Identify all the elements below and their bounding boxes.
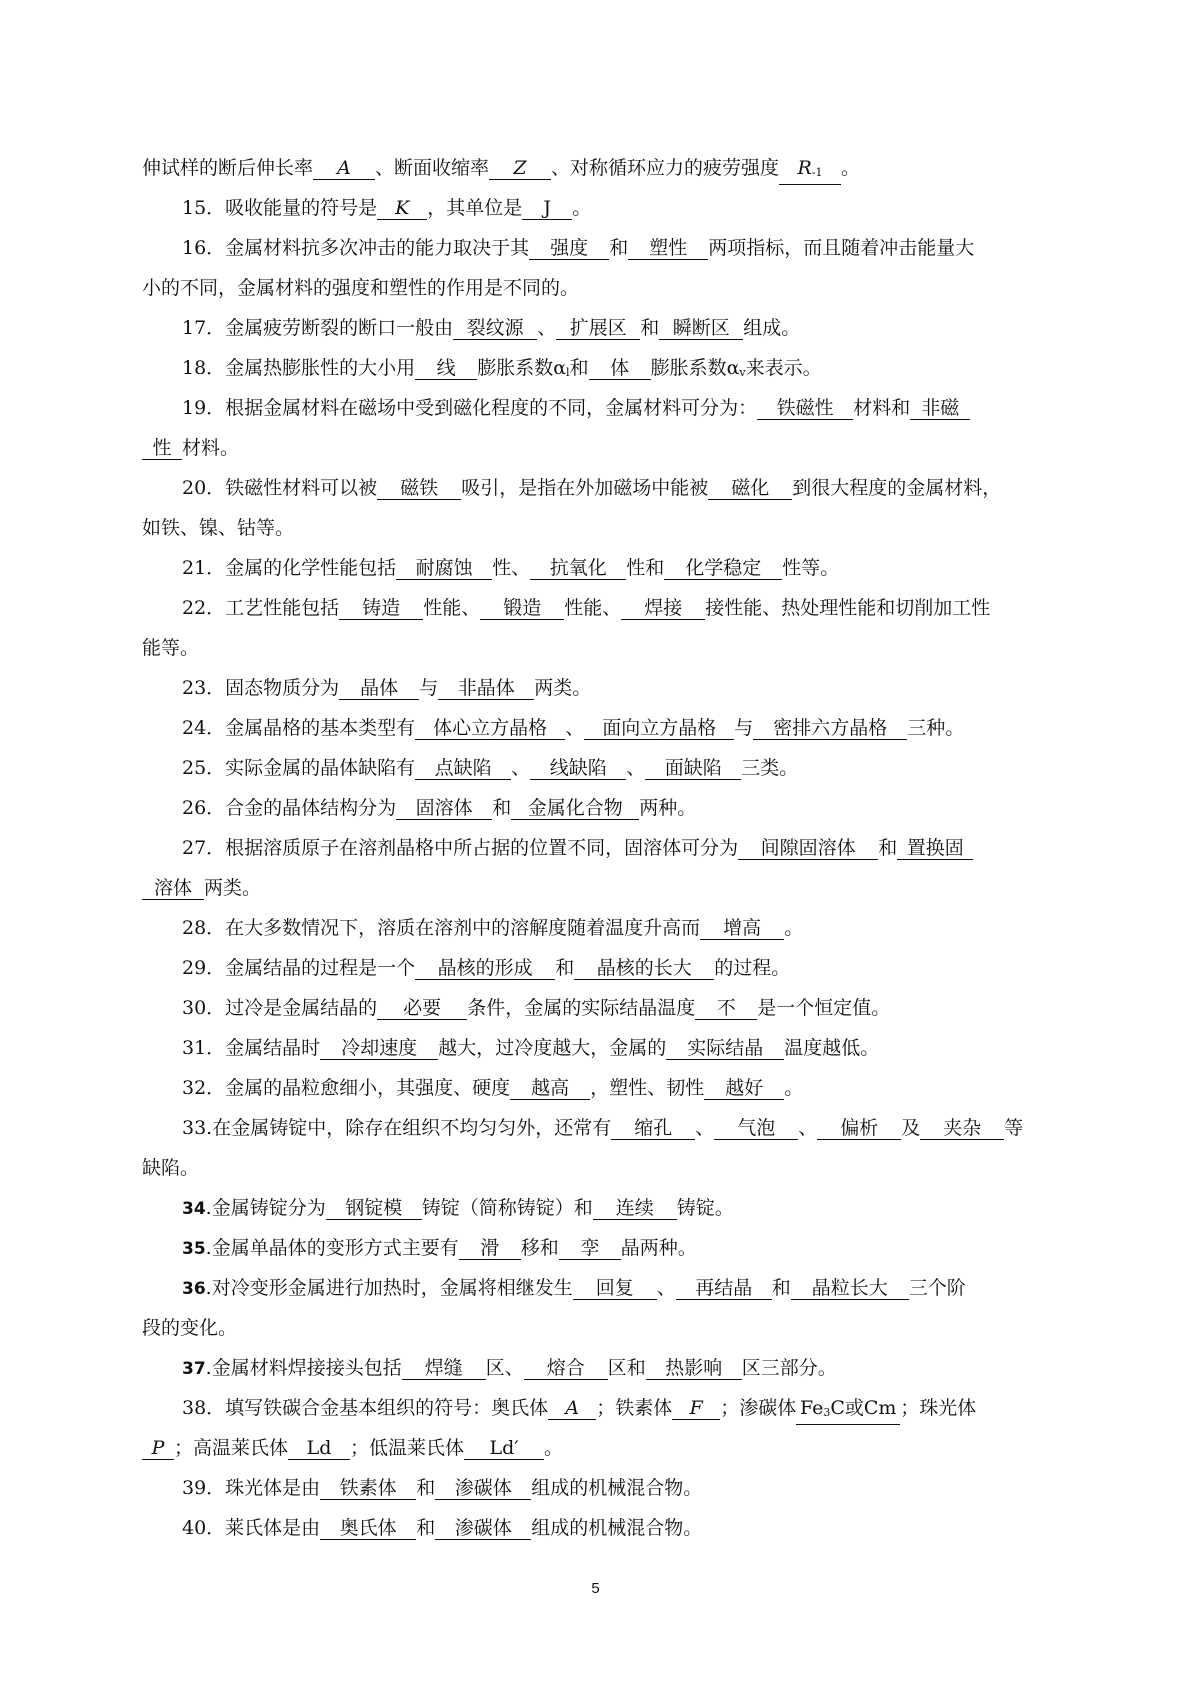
answer-blank: K — [377, 197, 427, 220]
answer-blank: 越高 — [510, 1077, 590, 1100]
answer-blank: 夹杂 — [920, 1117, 1004, 1140]
question-35: 35.金属单晶体的变形方式主要有 滑 移和 孪 晶两种。 — [182, 1237, 697, 1259]
question-38-cont: P ；高温莱氏体 Ld ；低温莱氏体 Ld′ 。 — [142, 1428, 1054, 1468]
question-19-cont: 性 材料。 — [142, 428, 1054, 468]
answer-blank: 钢锭模 — [326, 1197, 422, 1220]
answer-blank: 实际结晶 — [666, 1037, 784, 1060]
answer-blank: 铸造 — [339, 597, 423, 620]
answer-blank: 面缺陷 — [645, 757, 741, 780]
answer-blank: Fe3C或Cm — [796, 1397, 900, 1425]
answer-blank: P — [142, 1437, 174, 1460]
answer-blank: 孪 — [559, 1237, 621, 1260]
question-27: 27．根据溶质原子在溶剂晶格中所占据的位置不同，固溶体可分为 间隙固溶体 和 置换固 — [142, 828, 1054, 868]
question-22: 22．工艺性能包括 铸造 性能、 锻造 性能、 焊接 接性能、热处理性能和切削加工性 — [182, 597, 991, 619]
answer-blank: 体心立方晶格 — [415, 717, 565, 740]
answer-blank: 化学稳定 — [664, 557, 782, 580]
answer-blank: 必要 — [377, 997, 467, 1020]
answer-blank: 滑 — [459, 1237, 521, 1260]
question-20-cont: 如铁、镍、钴等。 — [142, 517, 295, 539]
answer-blank: 体 — [589, 357, 651, 380]
question-16: 16．金属材料抗多次冲击的能力取决于其 强度 和 塑性 两项指标，而且随着冲击能量大 — [182, 237, 975, 259]
question-20: 20．铁磁性材料可以被 磁铁 吸引，是指在外加磁场中能被 磁化 到很大程度的金属材料， — [182, 477, 1002, 499]
answer-blank: 性 — [142, 437, 182, 460]
question-25: 25．实际金属的晶体缺陷有 点缺陷 、 线缺陷 、 面缺陷 三类。 — [182, 757, 799, 779]
answer-blank: 面向立方晶格 — [584, 717, 734, 740]
answer-blank: 渗碳体 — [435, 1477, 531, 1500]
text-line-14-cont: 伸试样的断后伸长率 A 、断面收缩率 Z 、对称循环应力的疲劳强度 R-1 。 — [142, 148, 1054, 188]
fill-in-answers-list — [142, 148, 1054, 1548]
question-32: 32．金属的晶粒愈细小，其强度、硬度 越高 ，塑性、韧性 越好 。 — [182, 1077, 804, 1099]
answer-blank: 晶核的长大 — [574, 957, 714, 980]
answer-blank: 热影响 — [646, 1357, 742, 1380]
answer-blank: 金属化合物 — [511, 797, 639, 820]
question-21: 21．金属的化学性能包括 耐腐蚀 性、 抗氧化 性和 化学稳定 性等。 — [182, 557, 840, 579]
question-33-cont: 缺陷。 — [142, 1157, 200, 1179]
answer-blank: 置换固 — [897, 837, 973, 860]
answer-blank: 磁化 — [708, 477, 792, 500]
question-33: 33.在金属铸锭中，除存在组织不均匀匀外，还常有 缩孔 、 气泡 、 偏析 及 夹杂 等 — [182, 1117, 1024, 1139]
question-38: 38．填写铁碳合金基本组织的符号：奥氏体 A ；铁素体 F ；渗碳体 Fe3C或Cm ；珠光体 — [142, 1388, 1054, 1428]
answer-blank: 扩展区 — [556, 317, 640, 340]
answer-blank: 磁铁 — [377, 477, 461, 500]
question-16-cont: 小的不同，金属材料的强度和塑性的作用是不同的。 — [142, 277, 580, 299]
answer-blank: 间隙固溶体 — [738, 837, 878, 860]
answer-blank: 溶体 — [142, 877, 204, 900]
question-15: 15．吸收能量的符号是 K ，其单位是 J 。 — [182, 197, 592, 219]
answer-blank: 连续 — [593, 1197, 677, 1220]
question-19: 19．根据金属材料在磁场中受到磁化程度的不同，金属材料可分为： 铁磁性 材料和 非磁 — [142, 388, 1054, 428]
answer-blank: 锻造 — [480, 597, 564, 620]
question-26: 26．合金的晶体结构分为 固溶体 和 金属化合物 两种。 — [182, 797, 697, 819]
answer-blank: 线 — [415, 357, 477, 380]
answer-blank: 焊接 — [621, 597, 705, 620]
answer-blank: A — [313, 157, 375, 180]
answer-blank: 裂纹源 — [453, 317, 537, 340]
answer-blank: R-1 — [779, 157, 841, 185]
answer-blank: 非晶体 — [438, 677, 534, 700]
answer-blank: 密排六方晶格 — [753, 717, 907, 740]
question-40: 40．莱氏体是由 奥氏体 和 渗碳体 组成的机械混合物。 — [182, 1517, 703, 1539]
answer-blank: Ld′ — [464, 1437, 544, 1460]
question-24: 24．金属晶格的基本类型有 体心立方晶格 、 面向立方晶格 与 密排六方晶格 三种。 — [182, 717, 965, 739]
answer-blank: 点缺陷 — [415, 757, 511, 780]
answer-blank: 晶体 — [339, 677, 419, 700]
answer-blank: 耐腐蚀 — [396, 557, 492, 580]
question-17: 17．金属疲劳断裂的断口一般由 裂纹源 、 扩展区 和 瞬断区 组成。 — [182, 317, 801, 339]
answer-blank: 奥氏体 — [320, 1517, 416, 1540]
answer-blank: 固溶体 — [396, 797, 492, 820]
answer-blank: J — [522, 197, 572, 220]
answer-blank: 熔合 — [524, 1357, 608, 1380]
question-39: 39．珠光体是由 铁素体 和 渗碳体 组成的机械混合物。 — [182, 1477, 703, 1499]
answer-blank: A — [548, 1397, 596, 1420]
answer-blank: 越好 — [704, 1077, 784, 1100]
answer-blank: 晶粒长大 — [791, 1277, 909, 1300]
question-22-cont: 能等。 — [142, 637, 200, 659]
question-23: 23．固态物质分为 晶体 与 非晶体 两类。 — [182, 677, 592, 699]
answer-blank: 线缺陷 — [530, 757, 626, 780]
answer-blank: 抗氧化 — [530, 557, 626, 580]
answer-blank: 强度 — [529, 237, 609, 260]
question-34: 34.金属铸锭分为 钢锭模 铸锭（简称铸锭）和 连续 铸锭。 — [182, 1197, 734, 1219]
answer-blank: 再结晶 — [676, 1277, 772, 1300]
answer-blank: 铁素体 — [320, 1477, 416, 1500]
answer-blank: 增高 — [700, 917, 784, 940]
question-30: 30．过冷是金属结晶的 必要 条件，金属的实际结晶温度 不 是一个恒定值。 — [182, 997, 891, 1019]
answer-blank: 焊缝 — [402, 1357, 486, 1380]
page-number: 5 — [591, 1580, 600, 1597]
answer-blank: 晶核的形成 — [415, 957, 555, 980]
answer-blank: 渗碳体 — [435, 1517, 531, 1540]
question-27-cont: 溶体 两类。 — [142, 868, 1054, 908]
question-36-cont: 段的变化。 — [142, 1317, 238, 1339]
question-31: 31．金属结晶时 冷却速度 越大，过冷度越大，金属的 实际结晶 温度越低。 — [182, 1037, 880, 1059]
answer-blank: 回复 — [573, 1277, 657, 1300]
question-37: 37.金属材料焊接接头包括 焊缝 区、 熔合 区和 热影响 区三部分。 — [182, 1357, 837, 1379]
answer-blank: 偏析 — [817, 1117, 901, 1140]
question-28: 28．在大多数情况下，溶质在溶剂中的溶解度随着温度升高而 增高 。 — [182, 917, 804, 939]
answer-blank: Z — [489, 157, 551, 180]
answer-blank: 不 — [695, 997, 757, 1020]
question-29: 29．金属结晶的过程是一个 晶核的形成 和 晶核的长大 的过程。 — [182, 957, 791, 979]
answer-blank: 缩孔 — [611, 1117, 695, 1140]
answer-blank: 铁磁性 — [757, 397, 853, 420]
answer-blank: 气泡 — [714, 1117, 798, 1140]
answer-blank: 冷却速度 — [320, 1037, 438, 1060]
question-36: 36.对冷变形金属进行加热时，金属将相继发生 回复 、 再结晶 和 晶粒长大 三个阶 — [182, 1277, 966, 1299]
question-18: 18．金属热膨胀性的大小用 线 膨胀系数αl和 体 膨胀系数αv来表示。 — [182, 357, 822, 379]
answer-blank: Ld — [288, 1437, 350, 1460]
answer-blank: 瞬断区 — [659, 317, 743, 340]
answer-blank: 塑性 — [628, 237, 708, 260]
answer-blank: 非磁 — [910, 397, 970, 420]
answer-blank: F — [672, 1397, 720, 1420]
